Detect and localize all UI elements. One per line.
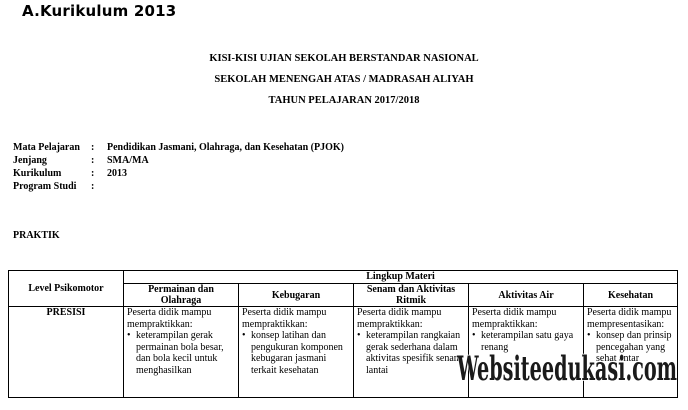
meta-row-subject [13, 141, 344, 154]
bullet-icon: • [127, 330, 131, 341]
meta-value: SMA/MA [107, 155, 149, 166]
meta-colon: : [91, 155, 95, 166]
meta-colon: : [91, 142, 95, 153]
meta-key: Mata Pelajaran [13, 142, 80, 153]
websiteedukasi-watermark [455, 338, 680, 398]
heading-line-1: KISI-KISI UJIAN SEKOLAH BERSTANDAR NASIONAL [209, 53, 479, 64]
table-header-row [9, 271, 678, 284]
meta-value: Pendidikan Jasmani, Olahraga, dan Kesehatan (PJOK) [107, 142, 344, 153]
level-cell: PRESISI [9, 307, 124, 398]
bullet-icon: • [242, 330, 246, 341]
cell-intro: Peserta didik mampu mempraktikkan: [357, 307, 442, 330]
bullet-text: keterampilan satu gaya renang [481, 330, 574, 353]
column-header: Senam dan Aktivitas Ritmik [354, 284, 469, 307]
column-header: Aktivitas Air [469, 284, 584, 307]
meta-row-program [13, 180, 344, 193]
meta-row-level [13, 154, 344, 167]
watermark-text: Websiteedukasi.com [456, 349, 678, 389]
column-header: Permainan dan Olahraga [124, 284, 239, 307]
cell-bullet [357, 330, 465, 376]
cell-intro: Peserta didik mampu mempraktikkan: [242, 307, 327, 330]
meta-colon: : [91, 181, 95, 192]
bullet-text: konsep dan prinsip pencegahan yang sehat antar [596, 330, 672, 364]
bullet-text: konsep latihan dan pengukuran komponen kebugaran jasmani terkait kesehatan [251, 330, 343, 376]
document-metadata [13, 141, 344, 193]
cell-intro: Peserta didik mampu mempraktikkan: [472, 307, 557, 330]
praktik-label: PRAKTIK [13, 230, 60, 241]
bullet-text: keterampilan gerak permainan bola besar, dan bola kecil untuk menghasilkan [136, 330, 224, 376]
table-cell [354, 307, 469, 398]
cell-bullet [242, 330, 350, 376]
bullet-icon: • [587, 330, 591, 341]
meta-colon: : [91, 168, 95, 179]
cell-bullet [127, 330, 235, 376]
heading-line-2: SEKOLAH MENENGAH ATAS / MADRASAH ALIYAH [214, 74, 474, 85]
meta-value: 2013 [107, 168, 127, 179]
table-cell [239, 307, 354, 398]
meta-row-curriculum [13, 167, 344, 180]
heading-line-3: TAHUN PELAJARAN 2017/2018 [268, 95, 420, 106]
meta-key: Kurikulum [13, 168, 62, 179]
table-cell [124, 307, 239, 398]
section-title: A.Kurikulum 2013 [22, 2, 177, 20]
cell-intro: Peserta didik mampu mempresentasikan: [587, 307, 672, 330]
column-header: Kesehatan [584, 284, 678, 307]
meta-key: Program Studi [13, 181, 77, 192]
bullet-icon: • [357, 330, 361, 341]
lingkup-materi-header: Lingkup Materi [124, 271, 678, 284]
bullet-icon: • [472, 330, 476, 341]
column-header: Kebugaran [239, 284, 354, 307]
level-psikomotor-header: Level Psikomotor [9, 271, 124, 307]
bullet-text: keterampilan rangkaian gerak sederhana dalam aktivitas spesifik senam lantai [366, 330, 462, 376]
cell-intro: Peserta didik mampu mempraktikkan: [127, 307, 212, 330]
meta-key: Jenjang [13, 155, 47, 166]
